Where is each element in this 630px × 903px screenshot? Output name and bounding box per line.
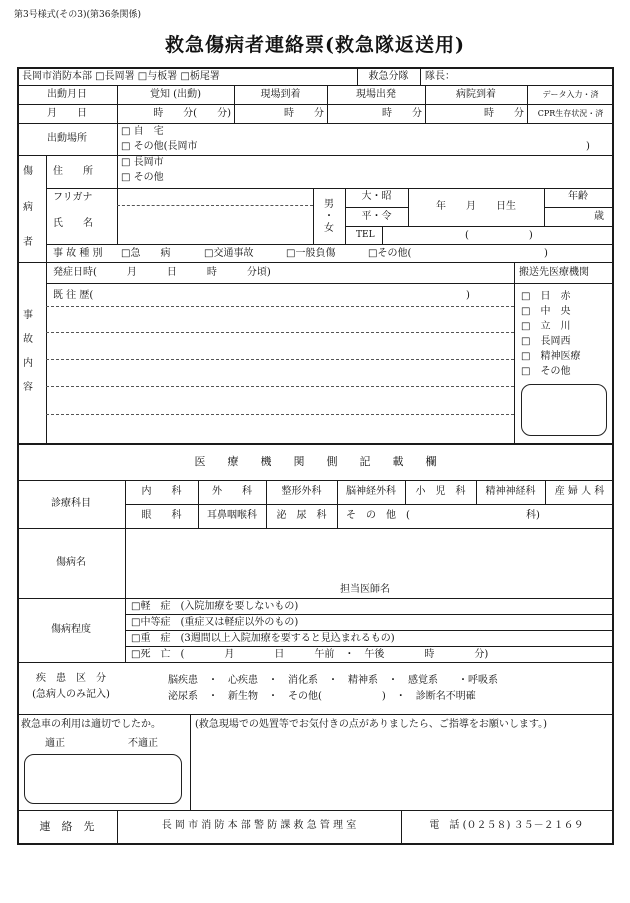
dept-obstetrics[interactable]: 産 婦 人 科 <box>554 486 605 497</box>
accident-other-checkbox[interactable]: □その他( <box>368 248 412 259</box>
hospital-arrival-time-field[interactable]: 時 分 <box>484 108 524 119</box>
header-hospital-arrival: 病院到着 <box>456 89 496 100</box>
era-taisho-showa[interactable]: 大・昭 <box>361 191 392 202</box>
accident-traffic-checkbox[interactable]: □交通事故 <box>204 248 254 259</box>
disease-name-field[interactable] <box>130 532 610 582</box>
severity-moderate-checkbox[interactable]: □中等症 (重症又は軽症以外のもの) <box>131 617 299 628</box>
dest-tachikawa-checkbox[interactable]: □ 立 川 <box>521 321 571 332</box>
awareness-time-field[interactable]: 時 分( 分) <box>153 108 231 119</box>
incident-side-1: 事 <box>23 310 33 321</box>
history-field[interactable]: 既 往 歴( <box>53 290 94 301</box>
form-number: 第3号様式(その3)(第36条関係) <box>14 10 141 20</box>
month-day-field[interactable]: 月 日 <box>47 108 87 119</box>
header-scene-departure: 現場出発 <box>356 89 396 100</box>
dispatch-location-label: 出動場所 <box>47 133 87 144</box>
station-checkboxes[interactable]: 長岡市消防本部 □長岡署 □与板署 □栃尾署 <box>22 71 220 82</box>
incident-side-2: 故 <box>23 334 33 345</box>
dest-nagaokanishi-checkbox[interactable]: □ 長岡西 <box>521 336 571 347</box>
dept-psychiatry[interactable]: 精神神経科 <box>485 486 536 497</box>
category-label: 疾 患 区 分 <box>36 673 106 684</box>
disease-name-label: 傷病名 <box>56 557 86 568</box>
dept-ophthalmology[interactable]: 眼 科 <box>141 510 182 521</box>
sex-sep: ・ <box>324 211 334 222</box>
medical-section-title: 医 療 機 関 側 記 載 欄 <box>194 455 437 468</box>
tel-label: TEL <box>356 230 375 240</box>
accident-other-close: ) <box>544 248 548 259</box>
incident-side-3: 内 <box>23 358 33 369</box>
name-field[interactable] <box>120 209 310 241</box>
name-label: 氏 名 <box>53 218 93 229</box>
dispatch-other-checkbox[interactable]: □ その他(長岡市 <box>121 141 198 152</box>
contact-phone: 電 話 (０２５８) ３５－２１６９ <box>429 820 584 831</box>
destination-label: 搬送先医療機関 <box>519 267 589 278</box>
category-options-row2[interactable]: 泌尿系 ・ 新生物 ・ その他( ) ・ 診断名不明確 <box>168 691 476 702</box>
dispatch-home-checkbox[interactable]: □ 自 宅 <box>121 126 164 137</box>
dest-chuo-checkbox[interactable]: □ 中 央 <box>521 306 571 317</box>
onset-datetime-field[interactable]: 発症日時( 月 日 時 分頃) <box>53 267 271 278</box>
ambulance-use-bracket[interactable] <box>24 754 182 804</box>
dept-neurosurgery[interactable]: 脳神経外科 <box>346 486 396 497</box>
patient-side-1: 傷 <box>23 166 33 177</box>
dept-surgery[interactable]: 外 科 <box>212 486 252 497</box>
header-awareness: 覚知 (出動) <box>150 89 201 100</box>
category-options-row1[interactable]: 脳疾患 ・ 心疾患 ・ 消化系 ・ 精神系 ・ 感覚系 ・呼吸系 <box>168 675 498 686</box>
dept-internal[interactable]: 内 科 <box>141 486 182 497</box>
accident-type-label: 事 故 種 別 <box>53 248 103 259</box>
scene-departure-time-field[interactable]: 時 分 <box>382 108 422 119</box>
header-dispatch-date: 出動月日 <box>47 89 87 100</box>
dest-psychiatric-checkbox[interactable]: □ 精神医療 <box>521 351 581 362</box>
dept-other[interactable]: そ の 他 ( <box>346 510 410 521</box>
incident-side-4: 容 <box>23 382 33 393</box>
contact-label: 連 絡 先 <box>39 820 95 833</box>
severity-label: 傷病程度 <box>51 624 91 635</box>
age-unit[interactable]: 歳 <box>594 211 604 222</box>
comment-field[interactable] <box>196 736 608 806</box>
sex-male[interactable]: 男 <box>324 199 334 210</box>
doctor-name-label: 担当医師名 <box>340 584 390 595</box>
dept-ent[interactable]: 耳鼻咽喉科 <box>207 510 257 521</box>
header-scene-arrival: 現場到着 <box>260 89 301 100</box>
triage-label: 救急分隊 <box>368 71 409 82</box>
severity-mild-checkbox[interactable]: □軽 症 (入院加療を要しないもの) <box>131 601 299 612</box>
data-entry-done[interactable]: データ入力・済 <box>542 90 599 99</box>
severity-severe-checkbox[interactable]: □重 症 (3週間以上入院加療を要すると見込まれるもの) <box>131 633 395 644</box>
dob-field[interactable]: 年 月 日生 <box>436 201 516 212</box>
captain-label: 隊長： <box>425 71 455 82</box>
appropriate-option[interactable]: 適正 <box>45 738 65 749</box>
ambulance-use-question: 救急車の利用は適切でしたか。 <box>21 719 161 730</box>
dest-nisseki-checkbox[interactable]: □ 日 赤 <box>521 291 571 302</box>
dest-other-bracket[interactable] <box>521 384 607 436</box>
severity-death-checkbox[interactable]: □死 亡 ( 月 日 午前 ・ 午後 時 分) <box>131 649 489 660</box>
sex-female[interactable]: 女 <box>324 223 334 234</box>
patient-side-2: 病 <box>23 202 33 213</box>
dept-pediatrics[interactable]: 小 児 科 <box>415 486 466 497</box>
furigana-label: フリガナ <box>53 192 93 203</box>
accident-illness-checkbox[interactable]: □急 病 <box>121 248 171 259</box>
patient-side-3: 者 <box>23 237 33 248</box>
comment-prompt: (救急現場での処置等でお気付きの点がありましたら、ご指導をお願いします。) <box>195 719 548 730</box>
history-close: ) <box>466 290 470 301</box>
inappropriate-option[interactable]: 不適正 <box>128 738 158 749</box>
tel-field[interactable]: ( ) <box>465 230 533 241</box>
era-heisei-reiwa[interactable]: 平・令 <box>361 211 392 222</box>
category-sublabel: (急病人のみ記入) <box>32 689 110 700</box>
cpr-status-done[interactable]: CPR生存状況・済 <box>537 109 604 118</box>
scene-arrival-time-field[interactable]: 時 分 <box>284 108 324 119</box>
dept-urology[interactable]: 泌 尿 科 <box>276 510 327 521</box>
dest-other-checkbox[interactable]: □ その他 <box>521 366 571 377</box>
dispatch-other-close: ) <box>586 141 590 152</box>
accident-injury-checkbox[interactable]: □一般負傷 <box>286 248 336 259</box>
contact-office: 長 岡 市 消 防 本 部 警 防 課 救 急 管 理 室 <box>161 820 357 831</box>
address-label: 住 所 <box>53 166 93 177</box>
department-label: 診療科目 <box>51 498 91 509</box>
dept-other-close: 科) <box>526 510 540 521</box>
address-other-checkbox[interactable]: □ その他 <box>121 172 164 183</box>
age-label: 年齢 <box>568 191 588 202</box>
address-nagaoka-checkbox[interactable]: □ 長岡市 <box>121 157 164 168</box>
dept-orthopedics[interactable]: 整形外科 <box>281 486 322 497</box>
form-title: 救急傷病者連絡票(救急隊返送用) <box>165 34 465 56</box>
